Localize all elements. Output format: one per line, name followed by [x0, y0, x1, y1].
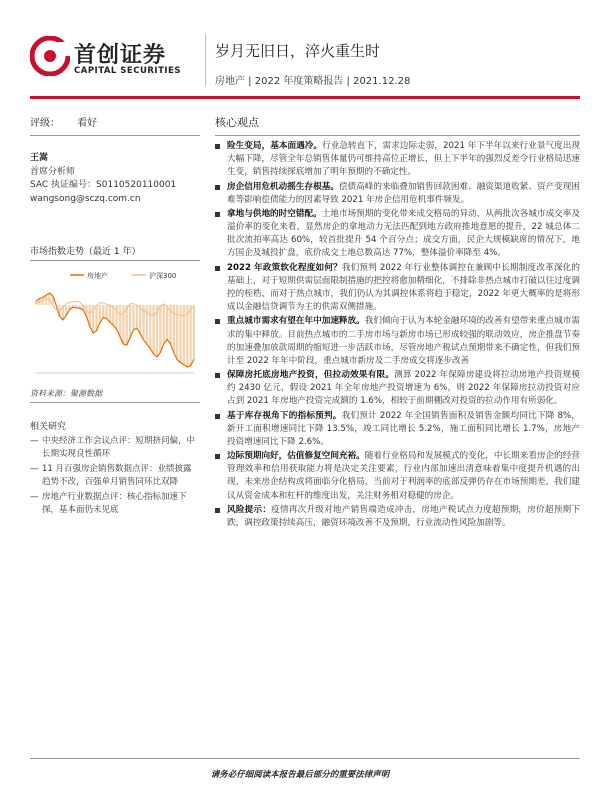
core-point: [215, 504, 580, 530]
core-point: [215, 369, 580, 408]
square-bullet-icon: [215, 319, 220, 324]
chart-bar: [189, 305, 191, 366]
chart-bar: [149, 305, 151, 349]
chart-bar: [166, 305, 168, 340]
chart-bar: [159, 305, 161, 353]
chart-title: 市场指数走势（最近 1 年）: [30, 244, 200, 261]
logo-chinese-text: 首创证券: [74, 43, 167, 68]
chart-bar: [173, 305, 175, 353]
chart-bar: [132, 305, 134, 330]
chart-bar: [163, 305, 165, 344]
core-point-text: 随着行业格局和发展模式的变化，中长期来看房企的经营管理效率和信用获取能力将是决定关注要素，行业内部加速出清意味着集中度提升机遇的出现，未来房企结构或将面临分化格局，当前对于利润率的底部反弹仍存在市场预期差，我们建议从资金成本和杠杆的维度出发，关注财务相对稳健的房企。: [227, 451, 580, 501]
core-point-text: 我们预判 2022 年行业整体调控在兼顾中长期制度改革深化的基础上，对于短期供需层面限制措施的把控将愈加精细化，不排除非热点城市打破以往过度调控的桎梏，而对于热点城市，我们仍认为其调控体系将趋于稳定，2022 年更大概率的是将形成以金融信贷调节为主的供需双侧措施。: [227, 262, 580, 313]
square-bullet-icon: [215, 266, 220, 271]
core-point-lead: 险生变局，基本面遇冷。: [227, 141, 323, 151]
analyst-email[interactable]: wangsong@sczq.com.cn: [30, 193, 141, 204]
core-point-text: 我们预计 2022 年全国销售面积及销售金额均同比下降 8%，新开工面积增速同比下降 13.5%，竣工同比增长 5.2%，施工面积同比增长 1.7%，房地产投资增速同比下降 2.6%。: [227, 410, 580, 447]
header-divider: [205, 34, 206, 86]
header-rule: [30, 96, 580, 99]
core-views-title: 核心观点: [215, 114, 580, 136]
core-point: [215, 181, 580, 207]
related-research-title: 相关研究: [30, 422, 67, 432]
core-views: [215, 108, 580, 531]
core-point-text: 我们倾向于认为本轮金融环境的改善有望带来重点城市需求的集中释放。目前热点城市的二手房市场与新房市场已形成较强的联动效应，房企推盘节奏的加速叠加放款周期的缩短进一步活跃市场，尽管房地产税试点预期带来不确定性，但我们预计至 2022 年年中阶段，重点城市新房及二手房成交将逐步改善: [227, 316, 580, 366]
rating: [30, 114, 200, 136]
chart-bar: [193, 305, 195, 359]
analyst-info: [30, 152, 200, 206]
capital-securities-logo-icon: [30, 36, 70, 76]
chart-bar: [109, 305, 111, 322]
square-bullet-icon: [215, 454, 220, 459]
related-research-list: [30, 435, 200, 517]
core-point: [215, 208, 580, 260]
core-point-lead: 重点城市需求有望在年中加速释放。: [227, 316, 365, 327]
chart-bar: [105, 305, 107, 318]
report-header: [0, 0, 600, 110]
core-point: [215, 140, 580, 179]
square-bullet-icon: [215, 185, 220, 190]
core-point: [215, 410, 580, 449]
chart-bar: [42, 297, 44, 305]
market-index-chart-svg: [30, 265, 200, 385]
core-point-text: 偿债高峰的来临叠加销售回款困难、融资渠道收紧、资产变现困难等影响偿债能力的因素导致 2021 年房企信用危机事件频发。: [227, 181, 580, 205]
related-research-item[interactable]: — 房地产行业数据点评：核心指标加速下探，基本面仍未见底: [30, 491, 200, 517]
core-point-lead: 保障房托底房地产投资，但拉动效果有限。: [227, 370, 395, 381]
chart-source: 资料来源：聚源数据: [30, 388, 200, 403]
analyst-name: 王嵩: [30, 153, 49, 163]
chart-bar: [179, 305, 181, 363]
legal-notice: 请务必仔细阅读本报告最后部分的重要法律声明: [210, 770, 390, 780]
core-point: [215, 450, 580, 502]
chart-bar: [119, 305, 121, 337]
chart-bar: [102, 305, 104, 318]
related-research-item[interactable]: — 中央经济工作会议点评：短期挤问偏，中长期实现良性循环: [30, 435, 200, 461]
core-point-text: 测算 2022 年保障房建设将拉动房地产投资规模约 2430 亿元，假设 2021 年全年房地产投资增速为 6%，则 2022 年保障房拉动投资对应占到 2021 年房地产投资完成额的 1.6%，相较于前期棚改对投资的拉动作用有所弱化。: [227, 370, 580, 407]
rating-label: 评级：: [30, 118, 60, 129]
rating-value: 看好: [77, 118, 98, 129]
legend-label: 沪深300: [149, 272, 177, 280]
chart-bar: [95, 305, 97, 331]
core-point-text: 疫情再次升级对地产销售端造成冲击，房地产税试点力度超预期，房价超预期下跌，调控政策持续高压，融资环境改善不及预期，行业流动性风险加剧等。: [227, 504, 580, 528]
square-bullet-icon: [215, 508, 220, 513]
core-point-text: 土地市场预期的变化带来成交格局的异动，从两批次各城市成交率及溢价率的变化来看，显然房企的拿地动力无法匹配到地方政府推地意愿的提升，22 城总体二批次流拍率高达 60%，较首批提升 54 个百分点；成交方面，民企大规模缺席的情况下，地方国企及城投扩盘，底价成交土地总数高达 77%，整体溢价率降至 4%。: [227, 209, 580, 259]
core-point-text: 行业急转直下，需求边际走弱，2021 年下半年以来行业景气度出现大幅下降，尽管全年总销售体量仍可维持高位正增长，但上下半年的强烈反差令行业格局迅速生变，销售持续探底增加了明年预期的不确定性。: [227, 141, 580, 178]
legend-label: 房地产: [87, 272, 108, 280]
analyst-sac: SAC 执证编号：S0110520110001: [30, 180, 177, 190]
footer: [0, 762, 600, 781]
market-index-chart: [30, 265, 200, 385]
square-bullet-icon: [215, 212, 220, 217]
report-subtitle: 房地产 | 2022 年度策略报告 | 2021.12.28: [215, 76, 411, 87]
core-point-lead: 房企信用危机动摇生存根基。: [227, 181, 339, 192]
core-point: [215, 262, 580, 314]
chart-bar: [99, 305, 101, 323]
report-title: 岁月无旧日，淬火重生时: [215, 42, 381, 60]
core-point: [215, 315, 580, 367]
core-point-lead: 基于库存视角下的指标预判。: [227, 410, 342, 421]
core-point-lead: 边际预期向好，估值修复空间充裕。: [227, 451, 365, 462]
related-research-item[interactable]: — 11 月百强房企销售数据点评：业绩披露趋势不改，百强单月销售同环比双降: [30, 463, 200, 489]
chart-bar: [122, 305, 124, 344]
chart-bar: [129, 305, 131, 338]
core-point-lead: 2022 年政策软化程度如何？: [227, 262, 342, 273]
logo-english-text: CAPITAL SECURITIES: [74, 66, 181, 76]
square-bullet-icon: [215, 373, 220, 378]
core-points-list: [215, 140, 580, 530]
company-logo: [30, 36, 195, 86]
chart-bar: [126, 305, 128, 345]
chart-bar: [45, 295, 47, 305]
analyst-role: 首席分析师: [30, 166, 76, 177]
chart-bar: [176, 305, 178, 360]
chart-bar: [136, 305, 138, 328]
core-point-lead: 风险提示：: [227, 504, 272, 515]
left-sidebar: [30, 108, 200, 519]
footer-rule: [30, 758, 580, 759]
square-bullet-icon: [215, 414, 220, 419]
core-point-lead: 拿地与供地的时空错配。: [227, 209, 322, 220]
square-bullet-icon: [215, 144, 220, 149]
chart-bar: [115, 305, 117, 329]
chart-bar: [146, 305, 148, 344]
chart-bar: [152, 305, 154, 354]
chart-bar: [183, 305, 185, 365]
